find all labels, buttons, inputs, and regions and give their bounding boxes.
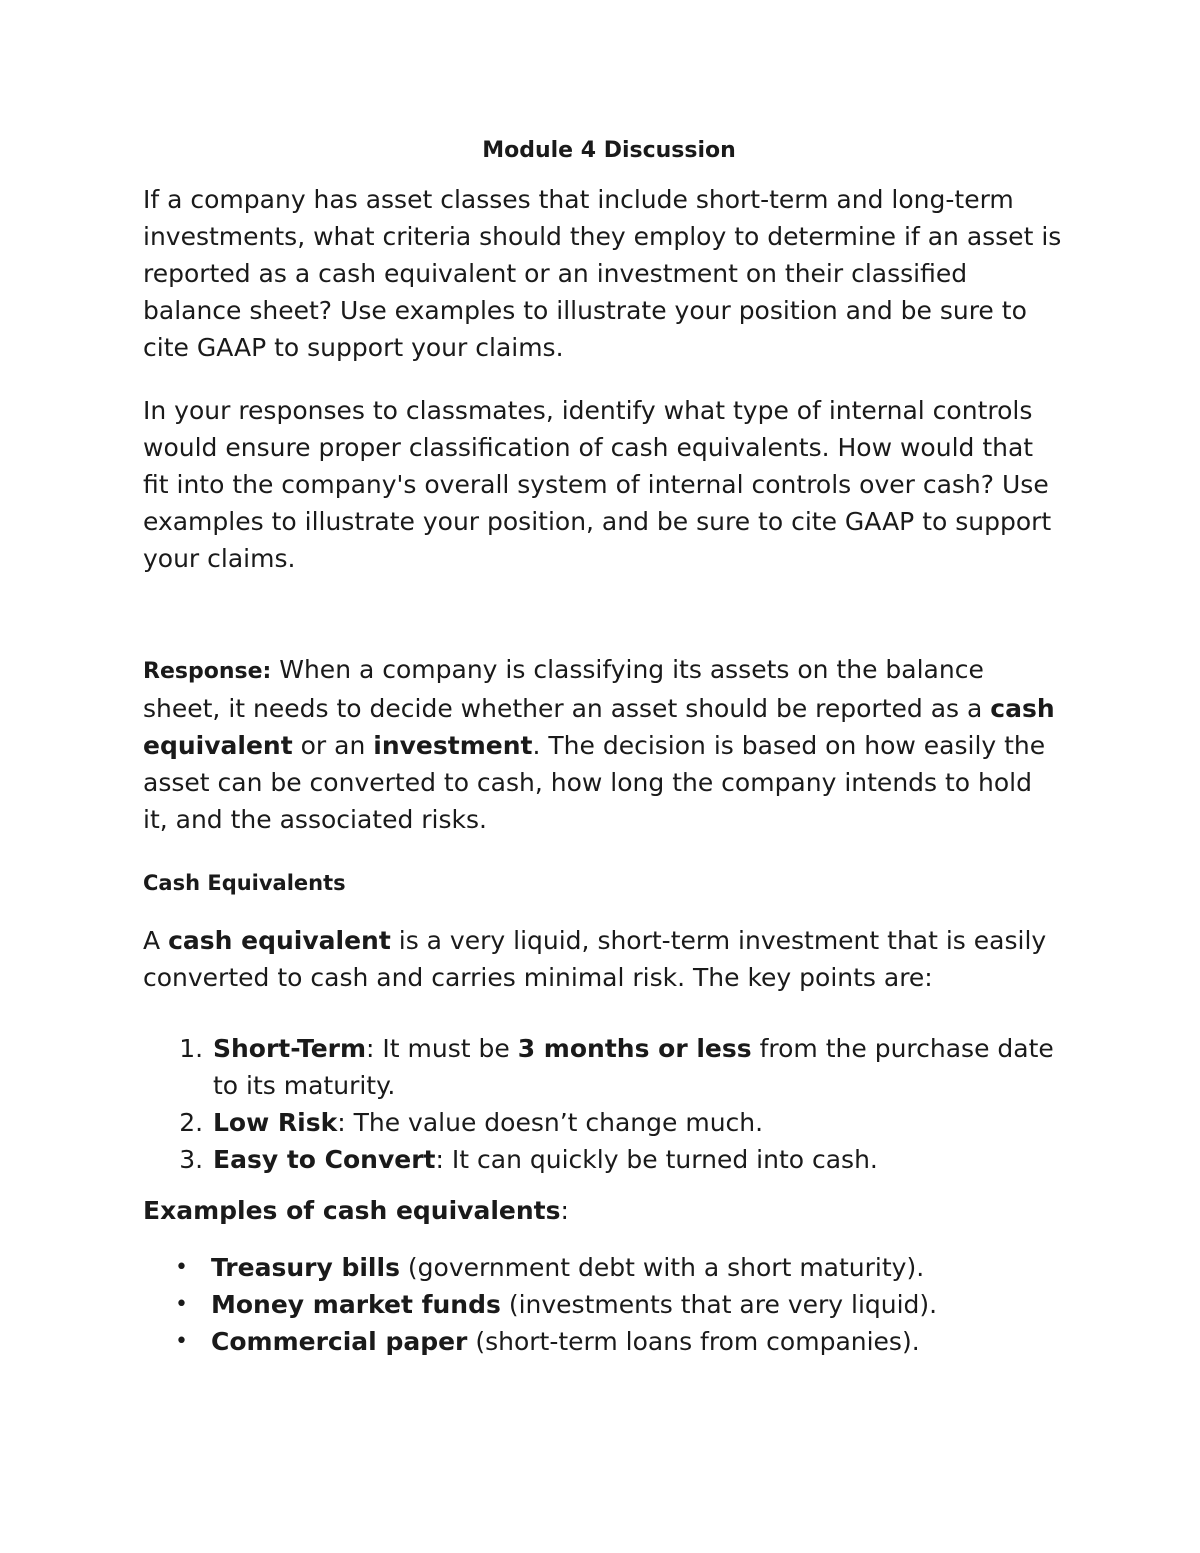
example-title: Money market funds <box>211 1290 501 1319</box>
definition-bold: cash equivalent <box>168 926 391 955</box>
document-page <box>143 138 1063 1360</box>
point-text-end: from the purchase date to its maturity. <box>213 1034 1054 1100</box>
example-text: (short-term loans from companies). <box>467 1327 920 1356</box>
definition-paragraph <box>143 922 1063 996</box>
prompt-paragraph-1: If a company has asset classes that include short-term and long-term investments, what criteria should they employ to determine if an asset is reported as a cash equivalent or an investment on their classified balance sheet? Use examples to illustrate your position and be sure to cite GAAP to support your claims. <box>143 185 1062 362</box>
point-text: : It can quickly be turned into cash. <box>435 1145 878 1174</box>
examples-heading-bold: Examples of cash equivalents <box>143 1196 561 1225</box>
point-text: : It must be <box>366 1034 518 1063</box>
definition-prefix: A <box>143 926 169 955</box>
response-bold-cash-equivalent: cash equivalent <box>143 694 1055 760</box>
bullet-icon: • <box>175 1329 188 1354</box>
section-heading-cash-equivalents: Cash Equivalents <box>143 871 346 895</box>
example-title: Commercial paper <box>211 1327 468 1356</box>
response-text-3: . The decision is based on how easily the asset can be converted to cash, how long the company intends to hold it, and the associated risks. <box>143 731 1046 834</box>
bullet-icon: • <box>175 1292 188 1317</box>
point-text: : The value doesn’t change much. <box>337 1108 764 1137</box>
point-title: Low Risk <box>213 1108 338 1137</box>
point-title: Short-Term <box>213 1034 367 1063</box>
examples-list <box>143 1249 1063 1360</box>
response-bold-investment: investment <box>373 731 533 760</box>
list-item <box>211 1104 1063 1141</box>
examples-heading-colon: : <box>560 1196 569 1225</box>
list-item <box>211 1030 1063 1104</box>
example-text: (government debt with a short maturity). <box>399 1253 925 1282</box>
key-points-list <box>143 1030 1063 1178</box>
response-text-2: or an <box>292 731 374 760</box>
point-emphasis: 3 months or less <box>517 1034 752 1063</box>
list-item <box>175 1249 1063 1286</box>
response-text-1: When a company is classifying its assets on the balance sheet, it needs to decide whether an asset should be reported as a <box>143 655 991 723</box>
list-item <box>175 1323 1063 1360</box>
point-title: Easy to Convert <box>213 1145 436 1174</box>
definition-rest: is a very liquid, short-term investment that is easily converted to cash and carries minimal risk. The key points are: <box>143 926 1047 992</box>
response-paragraph <box>143 651 1063 838</box>
prompt-paragraph-2: In your responses to classmates, identify what type of internal controls would ensure proper classification of cash equivalents. How would that fit into the company's overall system of internal controls over cash? Use examples to illustrate your position, and be sure to cite GAAP to support your claims. <box>143 396 1052 573</box>
list-item <box>211 1141 1063 1178</box>
examples-heading <box>143 1192 1063 1229</box>
response-label: Response: <box>143 659 272 684</box>
page-title: Module 4 Discussion <box>482 138 736 163</box>
bullet-icon: • <box>175 1255 188 1280</box>
example-title: Treasury bills <box>211 1253 400 1282</box>
example-text: (investments that are very liquid). <box>500 1290 938 1319</box>
list-item <box>175 1286 1063 1323</box>
